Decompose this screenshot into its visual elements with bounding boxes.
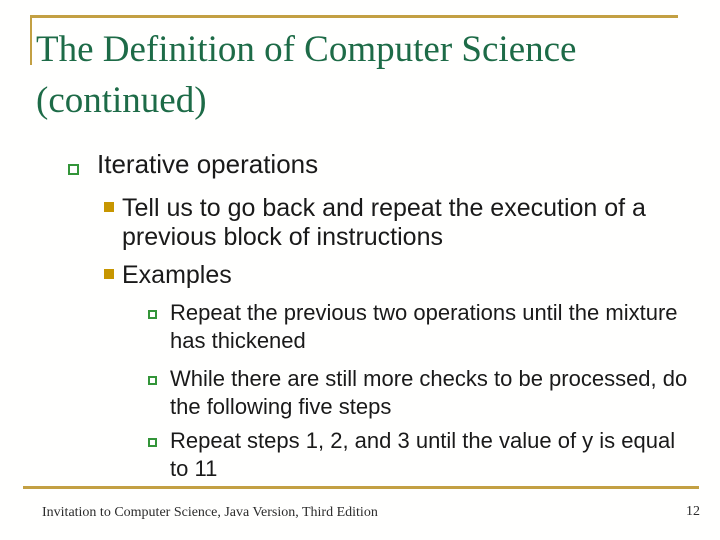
bullet-item-level2 — [104, 194, 646, 252]
bullet-text — [170, 299, 678, 355]
bullet-text — [170, 365, 687, 421]
page-number: 12 — [686, 504, 700, 519]
title-line-2: (continued) — [36, 80, 207, 121]
bullet-item-level3 — [148, 365, 687, 421]
filled-square-bullet-icon — [104, 269, 114, 279]
bullet-text-line: Repeat the previous two operations until the mixture — [170, 300, 678, 325]
title-line-1: The Definition of Computer Science — [36, 29, 577, 70]
bullet-item-level1 — [60, 148, 318, 180]
bullet-text-line: Iterative operations — [97, 149, 319, 179]
bullet-text-line: Tell us to go back and repeat the execution of a — [122, 194, 646, 222]
bullet-text-line: previous block of instructions — [122, 223, 443, 251]
footer-divider-line — [23, 486, 699, 489]
bullet-text — [122, 261, 232, 290]
bullet-text-line: has thickened — [170, 328, 306, 353]
filled-square-bullet-icon — [104, 202, 114, 212]
hollow-square-bullet-icon — [148, 310, 157, 319]
bullet-text-line: the following five steps — [170, 394, 392, 419]
bullet-text — [97, 148, 318, 180]
bullet-item-level3 — [148, 427, 675, 483]
bullet-text-line: Repeat steps 1, 2, and 3 until the value of y is equal — [170, 428, 676, 453]
slide-title — [36, 24, 686, 126]
bullet-text-line: to 11 — [170, 456, 218, 481]
bullet-text-line: While there are still more checks to be processed, do — [170, 366, 688, 391]
bullet-text-line: Examples — [122, 261, 232, 289]
hollow-square-bullet-icon — [148, 376, 157, 385]
bullet-text — [170, 427, 675, 483]
bullet-item-level2 — [104, 261, 232, 290]
bullet-text — [122, 194, 646, 252]
left-accent-line — [30, 15, 32, 65]
top-accent-line — [30, 15, 678, 18]
footer-text: Invitation to Computer Science, Java Version, Third Edition — [42, 505, 378, 520]
hollow-square-bullet-icon — [68, 164, 79, 175]
hollow-square-bullet-icon — [148, 438, 157, 447]
bullet-item-level3 — [148, 299, 678, 355]
